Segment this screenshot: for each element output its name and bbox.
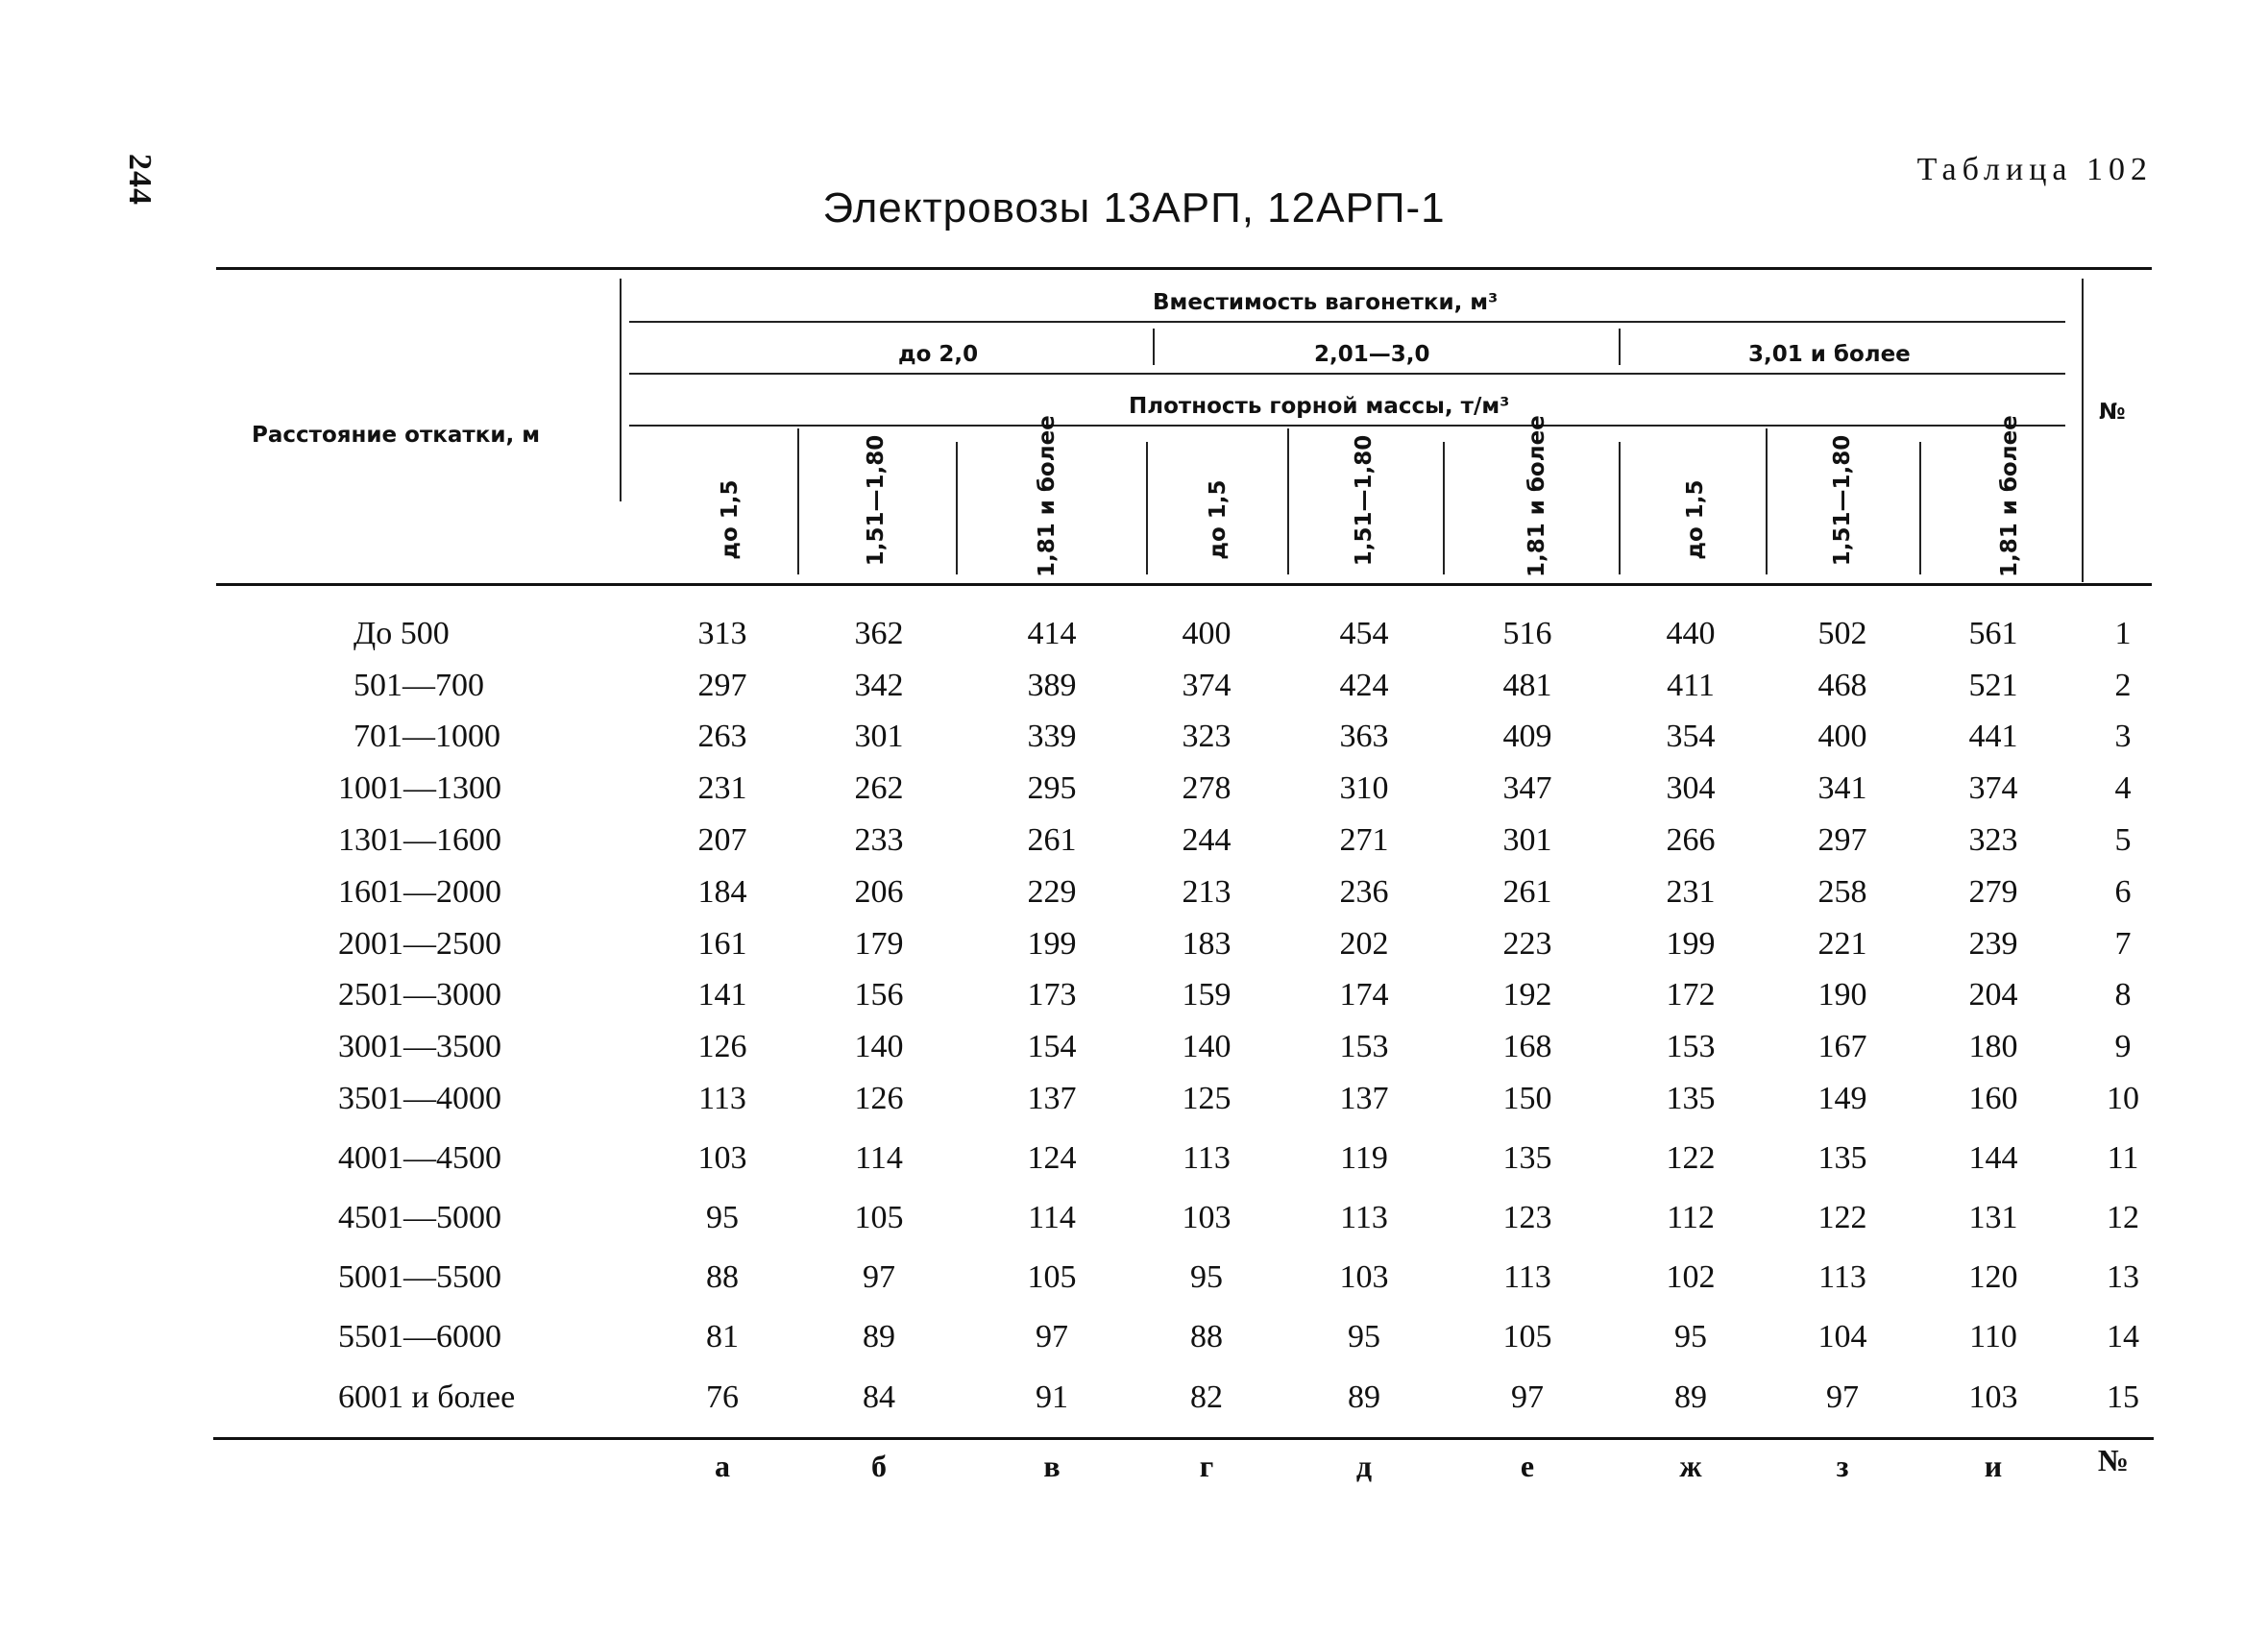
table-cell: 400 — [1182, 616, 1232, 651]
row-number: 10 — [2107, 1081, 2139, 1116]
table-cell: 103 — [1339, 1259, 1389, 1295]
table-cell: 114 — [855, 1140, 903, 1176]
row-distance: 1001—1300 — [338, 770, 501, 806]
table-cell: 122 — [1817, 1200, 1867, 1235]
table-cell: 424 — [1339, 668, 1389, 703]
subcol-c — [1035, 415, 1060, 577]
table-cell: 159 — [1182, 977, 1232, 1013]
capacity-underline — [629, 321, 2065, 323]
row-number: 3 — [2114, 719, 2132, 754]
table-cell: 97 — [863, 1259, 895, 1295]
column-letter: и — [1984, 1449, 2003, 1483]
row-distance: 701—1000 — [354, 719, 500, 754]
table-cell: 263 — [697, 719, 747, 754]
table-cell: 223 — [1502, 926, 1552, 962]
table-cell: 229 — [1027, 874, 1077, 910]
column-letter: д — [1355, 1449, 1373, 1483]
row-number: 12 — [2107, 1200, 2139, 1235]
row-distance: 6001 и более — [338, 1379, 516, 1415]
density-header: Плотность горной массы, т/м³ — [1129, 394, 1510, 419]
table-cell: 137 — [1027, 1081, 1077, 1116]
table-cell: 81 — [706, 1319, 739, 1354]
table-cell: 561 — [1968, 616, 2018, 651]
header-bottom-rule — [216, 583, 2152, 586]
table-cell: 278 — [1182, 770, 1232, 806]
column-letter: а — [715, 1449, 730, 1483]
table-cell: 168 — [1502, 1029, 1552, 1064]
table-cell: 173 — [1027, 977, 1077, 1013]
table-cell: 354 — [1666, 719, 1716, 754]
table-cell: 362 — [854, 616, 904, 651]
table-cell: 124 — [1027, 1140, 1077, 1176]
table-cell: 122 — [1666, 1140, 1716, 1176]
top-rule — [216, 267, 2152, 270]
row-distance: 3501—4000 — [338, 1081, 501, 1116]
table-cell: 172 — [1666, 977, 1716, 1013]
table-cell: 113 — [1340, 1200, 1388, 1235]
table-cell: 295 — [1027, 770, 1077, 806]
table-cell: 301 — [1502, 822, 1552, 858]
table-cell: 113 — [1503, 1259, 1551, 1295]
row-number: 4 — [2114, 770, 2132, 806]
table-cell: 183 — [1182, 926, 1232, 962]
table-cell: 113 — [698, 1081, 746, 1116]
table-cell: 144 — [1968, 1140, 2018, 1176]
group-1: до 2,0 — [898, 342, 979, 367]
table-cell: 400 — [1817, 719, 1867, 754]
row-distance: 501—700 — [354, 668, 484, 703]
row-distance: 5501—6000 — [338, 1319, 501, 1354]
sub-divider — [1287, 428, 1289, 574]
row-number: 14 — [2107, 1319, 2139, 1354]
table-cell: 279 — [1968, 874, 2018, 910]
sub-divider — [1766, 428, 1768, 574]
table-cell: 89 — [1348, 1379, 1380, 1415]
table-cell: 150 — [1502, 1081, 1552, 1116]
table-cell: 125 — [1182, 1081, 1232, 1116]
table-cell: 409 — [1502, 719, 1552, 754]
row-number: 5 — [2114, 822, 2132, 858]
table-cell: 156 — [854, 977, 904, 1013]
table-cell: 374 — [1968, 770, 2018, 806]
table-cell: 301 — [854, 719, 904, 754]
table-cell: 468 — [1817, 668, 1867, 703]
table-cell: 502 — [1817, 616, 1867, 651]
table-cell: 135 — [1666, 1081, 1716, 1116]
row-number: 8 — [2114, 977, 2132, 1013]
table-cell: 184 — [697, 874, 747, 910]
column-letter: б — [871, 1449, 887, 1483]
table-cell: 262 — [854, 770, 904, 806]
table-cell: 103 — [697, 1140, 747, 1176]
subcol-f-label: 1,81 и более — [1524, 415, 1549, 577]
table-cell: 84 — [863, 1379, 895, 1415]
table-cell: 297 — [1817, 822, 1867, 858]
row-distance: 2001—2500 — [338, 926, 501, 962]
table-cell: 123 — [1502, 1200, 1552, 1235]
page-title: Электровозы 13АРП, 12АРП-1 — [822, 184, 1446, 232]
row-distance: 3001—3500 — [338, 1029, 501, 1064]
table-cell: 411 — [1667, 668, 1715, 703]
table-cell: 297 — [697, 668, 747, 703]
sub-divider — [1619, 442, 1621, 574]
table-cell: 105 — [1502, 1319, 1552, 1354]
row-distance: 1301—1600 — [338, 822, 501, 858]
row-number: 2 — [2114, 668, 2132, 703]
table-cell: 97 — [1036, 1319, 1068, 1354]
table-cell: 153 — [1666, 1029, 1716, 1064]
table-cell: 239 — [1968, 926, 2018, 962]
table-cell: 341 — [1817, 770, 1867, 806]
subcol-i — [1997, 415, 2022, 577]
table-cell: 347 — [1502, 770, 1552, 806]
table-cell: 233 — [854, 822, 904, 858]
table-cell: 199 — [1027, 926, 1077, 962]
table-cell: 236 — [1339, 874, 1389, 910]
table-cell: 149 — [1817, 1081, 1867, 1116]
sub-divider — [797, 428, 799, 574]
table-cell: 414 — [1027, 616, 1077, 651]
table-cell: 174 — [1339, 977, 1389, 1013]
table-cell: 137 — [1339, 1081, 1389, 1116]
table-cell: 342 — [854, 668, 904, 703]
table-cell: 120 — [1968, 1259, 2018, 1295]
table-cell: 88 — [706, 1259, 739, 1295]
row-number: 9 — [2114, 1029, 2132, 1064]
sub-divider — [956, 442, 958, 574]
subcol-a: до 1,5 — [718, 479, 743, 560]
table-cell: 141 — [697, 977, 747, 1013]
capacity-header — [1153, 290, 1498, 315]
table-cell: 207 — [697, 822, 747, 858]
column-letter: з — [1836, 1449, 1849, 1483]
table-cell: 114 — [1028, 1200, 1076, 1235]
column-letter: ж — [1679, 1449, 1702, 1483]
table-cell: 516 — [1502, 616, 1552, 651]
table-cell: 140 — [1182, 1029, 1232, 1064]
row-distance: 4001—4500 — [338, 1140, 501, 1176]
table-cell: 131 — [1968, 1200, 2018, 1235]
row-number: 6 — [2114, 874, 2132, 910]
table-label: Таблица 102 — [1916, 152, 2153, 187]
column-letter: в — [1043, 1449, 1061, 1483]
bottom-rule — [213, 1437, 2154, 1440]
table-cell: 192 — [1502, 977, 1552, 1013]
table-cell: 161 — [697, 926, 747, 962]
table-cell: 95 — [1674, 1319, 1707, 1354]
row-distance: 2501—3000 — [338, 977, 501, 1013]
number-header: № — [2099, 400, 2126, 425]
row-number: 13 — [2107, 1259, 2139, 1295]
table-cell: 363 — [1339, 719, 1389, 754]
subcol-g: до 1,5 — [1683, 479, 1708, 560]
header-right-divider — [2082, 279, 2084, 582]
subcol-f — [1524, 415, 1549, 577]
table-cell: 221 — [1817, 926, 1867, 962]
table-cell: 204 — [1968, 977, 2018, 1013]
row-header: Расстояние откатки, м — [252, 423, 541, 448]
table-cell: 102 — [1666, 1259, 1716, 1295]
row-number: 7 — [2114, 926, 2132, 962]
table-cell: 119 — [1340, 1140, 1388, 1176]
table-cell: 113 — [1183, 1140, 1231, 1176]
page-number: 244 — [122, 154, 158, 206]
table-cell: 244 — [1182, 822, 1232, 858]
table-cell: 160 — [1968, 1081, 2018, 1116]
table-cell: 266 — [1666, 822, 1716, 858]
table-cell: 126 — [697, 1029, 747, 1064]
table-cell: 95 — [1190, 1259, 1223, 1295]
table-cell: 441 — [1968, 719, 2018, 754]
table-cell: 113 — [1818, 1259, 1866, 1295]
group-divider-1 — [1153, 329, 1155, 365]
table-cell: 103 — [1182, 1200, 1232, 1235]
table-cell: 202 — [1339, 926, 1389, 962]
group-2: 2,01—3,0 — [1314, 342, 1430, 367]
group-3: 3,01 и более — [1748, 342, 1911, 367]
table-cell: 213 — [1182, 874, 1232, 910]
table-cell: 140 — [854, 1029, 904, 1064]
footer-number-label: № — [2097, 1443, 2130, 1477]
row-distance: До 500 — [354, 616, 450, 651]
groups-underline — [629, 373, 2065, 375]
table-cell: 153 — [1339, 1029, 1389, 1064]
table-cell: 89 — [863, 1319, 895, 1354]
table-cell: 261 — [1502, 874, 1552, 910]
table-cell: 88 — [1190, 1319, 1223, 1354]
table-cell: 454 — [1339, 616, 1389, 651]
table-cell: 154 — [1027, 1029, 1077, 1064]
group-divider-2 — [1619, 329, 1621, 365]
table-cell: 180 — [1968, 1029, 2018, 1064]
table-cell: 97 — [1826, 1379, 1859, 1415]
table-cell: 95 — [706, 1200, 739, 1235]
table-cell: 97 — [1511, 1379, 1544, 1415]
table-cell: 104 — [1817, 1319, 1867, 1354]
row-distance: 5001—5500 — [338, 1259, 501, 1295]
table-cell: 258 — [1817, 874, 1867, 910]
sub-divider — [1443, 442, 1445, 574]
column-letter: е — [1520, 1449, 1535, 1483]
table-cell: 105 — [1027, 1259, 1077, 1295]
table-cell: 103 — [1968, 1379, 2018, 1415]
table-cell: 112 — [1667, 1200, 1715, 1235]
subcol-h: 1,51—1,80 — [1830, 434, 1855, 567]
table-cell: 440 — [1666, 616, 1716, 651]
table-cell: 199 — [1666, 926, 1716, 962]
table-cell: 95 — [1348, 1319, 1380, 1354]
table-cell: 231 — [697, 770, 747, 806]
row-distance: 4501—5000 — [338, 1200, 501, 1235]
table-cell: 339 — [1027, 719, 1077, 754]
table-cell: 126 — [854, 1081, 904, 1116]
table-cell: 76 — [706, 1379, 739, 1415]
table-cell: 206 — [854, 874, 904, 910]
table-cell: 110 — [1969, 1319, 2017, 1354]
subcol-c-label: 1,81 и более — [1035, 415, 1060, 577]
table-cell: 389 — [1027, 668, 1077, 703]
table-cell: 82 — [1190, 1379, 1223, 1415]
table-cell: 179 — [854, 926, 904, 962]
table-cell: 304 — [1666, 770, 1716, 806]
row-number: 15 — [2107, 1379, 2139, 1415]
header-left-divider — [620, 279, 622, 501]
table-cell: 105 — [854, 1200, 904, 1235]
capacity-header-text: Вместимость вагонетки, м³ — [1153, 290, 1499, 315]
table-cell: 521 — [1968, 668, 2018, 703]
table-cell: 323 — [1968, 822, 2018, 858]
row-number: 11 — [2107, 1140, 2139, 1176]
subcol-e: 1,51—1,80 — [1352, 434, 1377, 567]
sub-divider — [1146, 442, 1148, 574]
table-cell: 374 — [1182, 668, 1232, 703]
table-cell: 481 — [1502, 668, 1552, 703]
subcol-d: до 1,5 — [1206, 479, 1231, 560]
table-cell: 271 — [1339, 822, 1389, 858]
sub-divider — [1919, 442, 1921, 574]
subcol-i-label: 1,81 и более — [1997, 415, 2022, 577]
subcol-b: 1,51—1,80 — [864, 434, 889, 567]
table-cell: 313 — [697, 616, 747, 651]
table-cell: 323 — [1182, 719, 1232, 754]
row-distance: 1601—2000 — [338, 874, 501, 910]
row-number: 1 — [2114, 616, 2132, 651]
table-cell: 91 — [1036, 1379, 1068, 1415]
table-cell: 310 — [1339, 770, 1389, 806]
table-cell: 231 — [1666, 874, 1716, 910]
column-letter: г — [1199, 1449, 1214, 1483]
table-cell: 190 — [1817, 977, 1867, 1013]
table-cell: 135 — [1817, 1140, 1867, 1176]
table-cell: 89 — [1674, 1379, 1707, 1415]
table-cell: 261 — [1027, 822, 1077, 858]
table-cell: 135 — [1502, 1140, 1552, 1176]
table-cell: 167 — [1817, 1029, 1867, 1064]
